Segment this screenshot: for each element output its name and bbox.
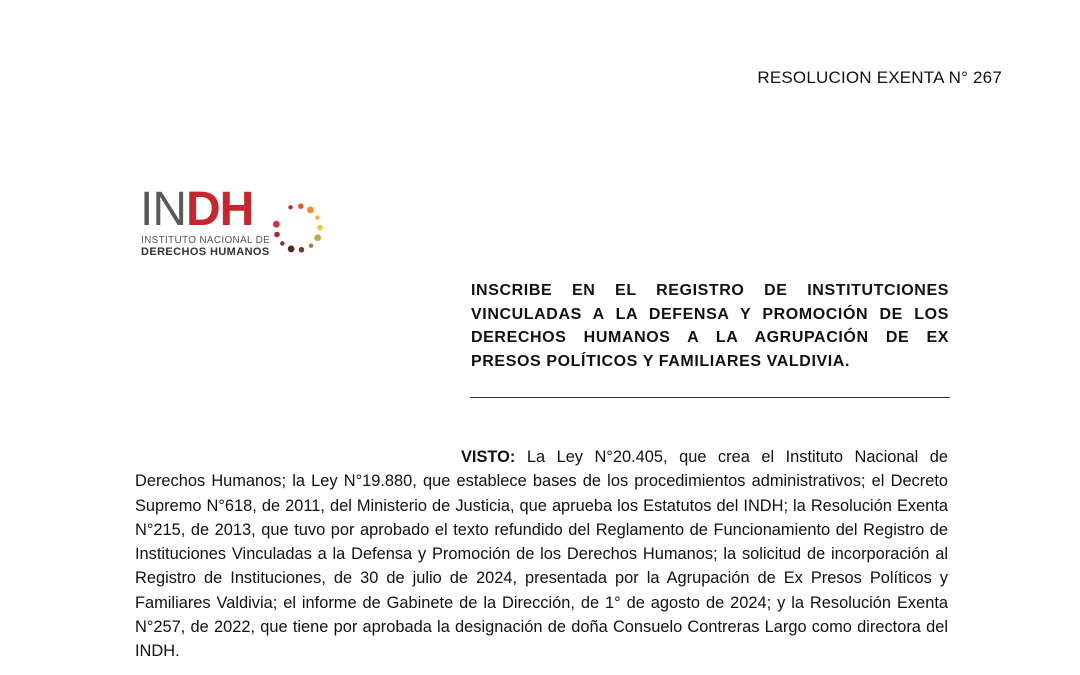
logo-word-plain: IN (140, 183, 186, 236)
logo-wordmark (140, 183, 254, 236)
visto-label: VISTO: (461, 448, 516, 466)
logo-dot (273, 221, 280, 228)
document-title: INSCRIBE EN EL REGISTRO DE INSTITUTCIONES VINCULADAS A LA DEFENSA Y PROMOCIÓN DE LOS DERECHOS HUMANOS A LA AGRUPACIÓN DE EX PRESOS POLÍTICOS Y FAMILIARES VALDIVIA. (471, 282, 949, 370)
logo-dot (280, 241, 284, 245)
logo-dot (307, 206, 314, 213)
logo-dot (298, 203, 304, 209)
logo-subtitle-line1: INSTITUTO NACIONAL DE (141, 235, 271, 246)
logo-word-accent: DH (186, 183, 254, 236)
logo-dot (288, 246, 295, 253)
logo-dot (309, 244, 313, 248)
visto-text: La Ley N°20.405, que crea el Instituto Nacional de Derechos Humanos; la Ley N°19.880, que establece bases de los procedimientos administrativos; el Decreto Supremo N°618, de 2011, del Ministerio de Justicia, que aprueba los Estatutos del INDH; la Resolución Exenta N°215, de 2013, que tuvo por aprobado el texto refundido del Reglamento de Funcionamiento del Registro de Instituciones Vinculadas a la Defensa y Promoción de los Derechos Humanos; la solicitud de incorporación al Registro de Instituciones, de 30 de julio de 2024, presentada por la Agrupación de Ex Presos Políticos y Familiares Valdivia; el informe de Gabinete de la Dirección, de 1° de agosto de 2024; y la Resolución Exenta N°257, de 2022, que tiene por aprobada la designación de doña Consuelo Contreras Largo como directora del INDH. (135, 448, 948, 661)
indh-logo (140, 183, 330, 266)
logo-dot (315, 215, 319, 219)
visto-paragraph (135, 445, 948, 664)
logo-dot (288, 205, 292, 209)
logo-dot (274, 232, 280, 238)
resolution-number: RESOLUCION EXENTA N° 267 (757, 68, 1002, 87)
title-divider (470, 397, 950, 398)
logo-subtitle-line2: DERECHOS HUMANOS (141, 246, 270, 258)
logo-dot (317, 225, 323, 231)
logo-dot (314, 234, 321, 241)
logo-dot (299, 247, 305, 253)
logo-dots-ring-icon (268, 198, 328, 258)
